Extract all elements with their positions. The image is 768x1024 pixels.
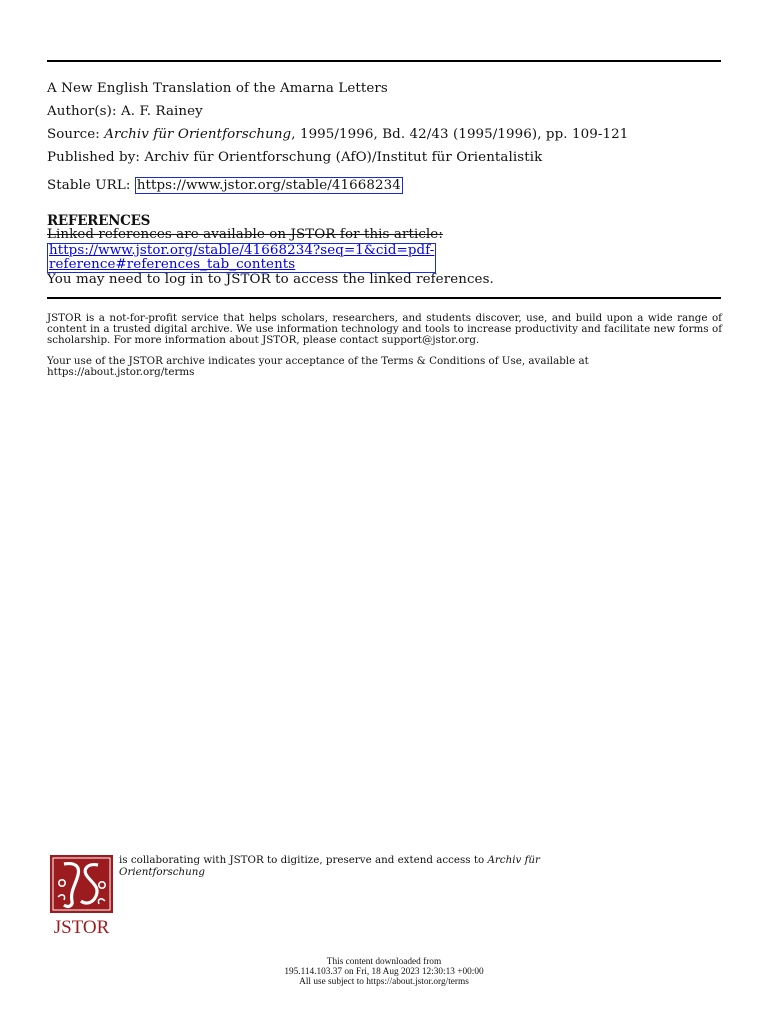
footer-line-downloaded: This content downloaded from <box>326 957 442 967</box>
jstor-logo-graphic <box>50 855 113 937</box>
stable-url-line <box>47 174 727 197</box>
download-footer <box>184 957 584 988</box>
publisher-line <box>47 146 727 169</box>
publisher-value: Archiv für Orientforschung (AfO)/Institut für Orientalistik <box>144 150 543 165</box>
article-title: A New English Translation of the Amarna Letters <box>47 81 388 96</box>
footer-line-terms: All use subject to https://about.jstor.org/terms <box>299 977 469 988</box>
authors-value: A. F. Rainey <box>120 104 203 119</box>
references-heading: REFERENCES <box>47 213 151 229</box>
jstor-logo <box>50 855 113 937</box>
stable-url-link[interactable]: https://www.jstor.org/stable/41668234 <box>136 178 401 193</box>
footer-line-ip-date: 195.114.103.37 on Fri, 18 Aug 2023 12:30:13 +00:00 <box>284 967 484 978</box>
jstor-notice <box>47 313 722 387</box>
source-journal: Archiv für Orientforschung <box>104 127 292 142</box>
logo-wordmark: JSTOR <box>53 917 110 937</box>
login-note: You may need to log in to JSTOR to access the linked references. <box>47 271 494 287</box>
references-section <box>47 228 727 287</box>
top-rule <box>47 60 721 62</box>
collaboration-text: is collaborating with JSTOR to digitize, preserve and extend access to <box>119 854 485 866</box>
section-rule <box>47 297 721 299</box>
article-metadata <box>47 77 727 197</box>
references-link-line2: reference#references_tab_contents <box>49 256 296 272</box>
authors-label: Author(s): <box>47 104 117 119</box>
references-link[interactable] <box>47 243 436 273</box>
notice-paragraph-terms: Your use of the JSTOR archive indicates your acceptance of the Terms & Conditions of Use, available at https://about.jstor.org/terms <box>47 354 589 378</box>
stable-url-label: Stable URL: <box>47 178 131 193</box>
source-label: Source: <box>47 127 100 142</box>
collaboration-journal: Archiv für Orientforschung <box>119 854 540 878</box>
source-line <box>47 123 727 146</box>
published-label: Published by: <box>47 150 140 165</box>
source-details: , 1995/1996, Bd. 42/43 (1995/1996), pp. 109-121 <box>291 127 629 142</box>
collaboration-statement <box>119 855 599 878</box>
authors-line <box>47 100 727 123</box>
notice-paragraph-about: JSTOR is a not-for-profit service that helps scholars, researchers, and students discover, use, and build upon a wide range of content in a trusted digital archive. We use information technology and tools to increase productivity and facilitate new forms of scholarship. For more information about JSTOR, please contact support@jstor.org. <box>47 312 722 347</box>
references-link-line1: https://www.jstor.org/stable/41668234?seq=1&cid=pdf- <box>49 242 435 258</box>
references-available-text: Linked references are available on JSTOR for this article: <box>47 227 443 242</box>
